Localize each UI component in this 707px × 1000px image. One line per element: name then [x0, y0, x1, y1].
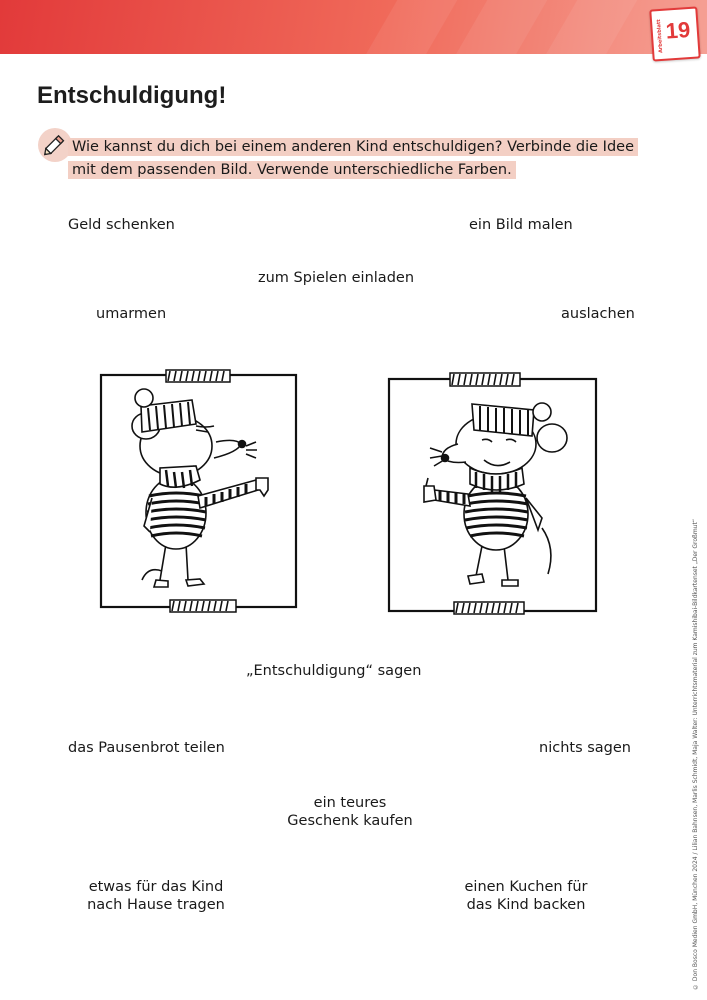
option-teures-geschenk — [285, 794, 415, 830]
pencil-badge — [38, 128, 72, 162]
header-band — [0, 0, 707, 54]
instruction-line-2: mit dem passenden Bild. Verwende unterschiedliche Farben. — [68, 161, 516, 179]
option-entschuldigung-sagen: „Entschuldigung“ sagen — [246, 663, 422, 679]
pencil-icon — [38, 128, 72, 162]
option-pausenbrot-teilen: das Pausenbrot teilen — [68, 740, 225, 756]
option-nach-hause-line-2: nach Hause tragen — [87, 897, 225, 913]
option-kuchen-line-1: einen Kuchen für — [464, 879, 588, 895]
option-umarmen: umarmen — [96, 306, 167, 322]
option-bild-malen: ein Bild malen — [469, 217, 573, 233]
option-auslachen: auslachen — [561, 306, 635, 322]
instruction-box — [68, 136, 638, 182]
instruction-line-1: Wie kannst du dich bei einem anderen Kind entschuldigen? Verbinde die Idee — [68, 138, 638, 156]
option-nichts-sagen: nichts sagen — [539, 740, 631, 756]
option-kuchen-line-2: das Kind backen — [466, 897, 586, 913]
option-spielen-einladen: zum Spielen einladen — [258, 270, 415, 286]
option-nach-hause-line-1: etwas für das Kind — [88, 879, 224, 895]
page-title: Entschuldigung! — [37, 82, 227, 109]
badge-label: Arbeitsblatt — [655, 19, 665, 54]
option-nach-hause-tragen — [78, 878, 234, 914]
option-teures-geschenk-line-1: ein teures — [313, 795, 387, 811]
copyright-credit: © Don Bosco Medien GmbH, München 2024 / Lilian Bahnsen, Marlis Schmidt, Maja Walter: Unterrichtsmaterial zum Kamishibai-Bildkartenset „Der Großmut“ — [692, 519, 699, 990]
picture-mouse-thumbs-up — [384, 368, 602, 620]
option-geld-schenken: Geld schenken — [68, 217, 175, 233]
page-number: 19 — [664, 16, 692, 44]
option-teures-geschenk-line-2: Geschenk kaufen — [287, 813, 413, 829]
picture-mouse-thumbs-down — [96, 366, 306, 616]
page-badge — [649, 6, 701, 61]
option-kuchen-backen — [456, 878, 596, 914]
